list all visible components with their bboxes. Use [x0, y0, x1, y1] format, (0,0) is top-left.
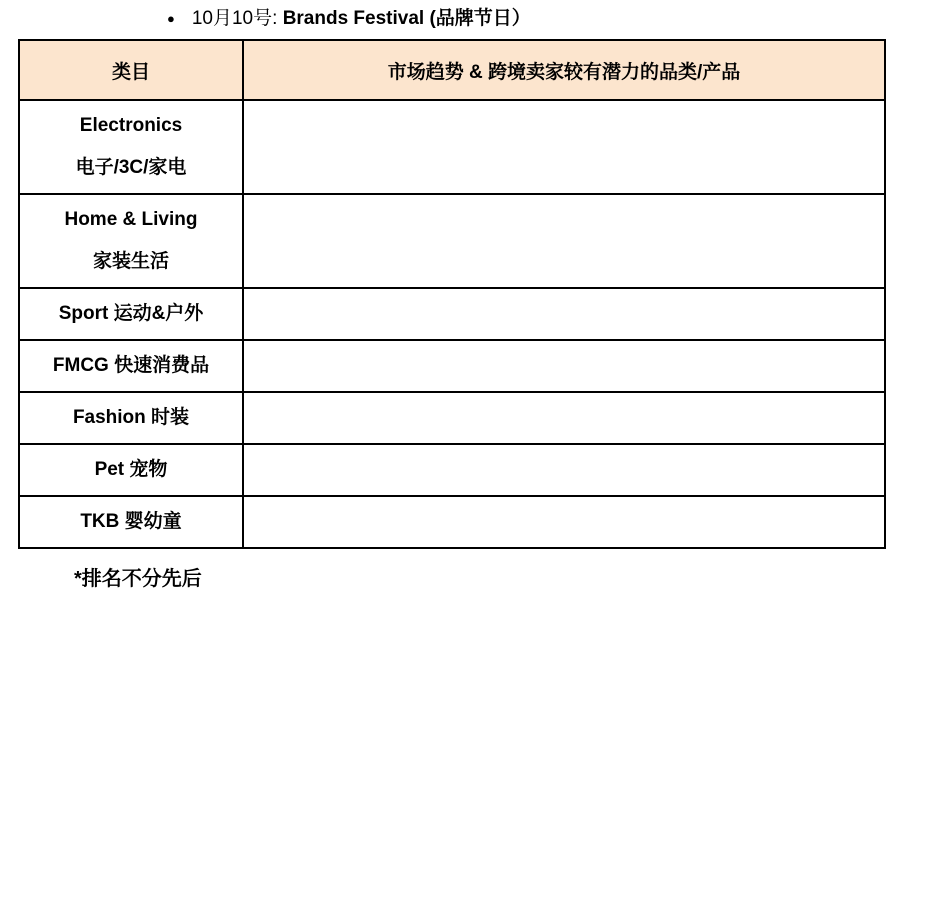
category-label: 家装生活 — [92, 251, 169, 272]
column-header-trends: 市场趋势 & 跨境卖家较有潜力的品类/产品 — [243, 40, 885, 100]
category-cell — [19, 100, 243, 194]
trend-details-cell — [243, 194, 885, 288]
trend-details-cell — [243, 340, 885, 392]
category-label: TKB 婴幼童 — [80, 511, 182, 532]
table-row — [19, 392, 885, 444]
category-label: Electronics — [79, 115, 183, 136]
category-trends-table — [18, 39, 886, 549]
trend-details-cell — [243, 392, 885, 444]
title-event-name: Brands Festival (品牌节日） — [282, 8, 531, 29]
table-row — [19, 288, 885, 340]
title-date: 10月10号: — [191, 8, 283, 29]
category-label: Fashion 时装 — [72, 407, 190, 428]
page-title — [167, 7, 941, 31]
category-cell — [19, 496, 243, 548]
category-label: Sport 运动&户外 — [58, 303, 204, 324]
category-label: 电子/3C/家电 — [75, 157, 187, 178]
trend-details-cell — [243, 100, 885, 194]
trend-details-cell — [243, 288, 885, 340]
table-body — [19, 100, 885, 548]
table-row — [19, 100, 885, 194]
trend-details-cell — [243, 444, 885, 496]
category-cell — [19, 194, 243, 288]
trend-details-cell — [243, 496, 885, 548]
bullet-icon: ● — [167, 11, 175, 26]
table-header-row — [19, 40, 885, 100]
category-cell — [19, 288, 243, 340]
table-row — [19, 444, 885, 496]
category-label: FMCG 快速消费品 — [52, 355, 210, 376]
column-header-category: 类目 — [19, 40, 243, 100]
table-row — [19, 194, 885, 288]
category-cell — [19, 340, 243, 392]
table-row — [19, 496, 885, 548]
category-cell — [19, 392, 243, 444]
footnote: *排名不分先后 — [74, 568, 202, 590]
category-cell — [19, 444, 243, 496]
title-text — [192, 7, 531, 31]
category-label: Home & Living — [64, 209, 198, 230]
table-row — [19, 340, 885, 392]
category-label: Pet 宠物 — [94, 459, 168, 480]
